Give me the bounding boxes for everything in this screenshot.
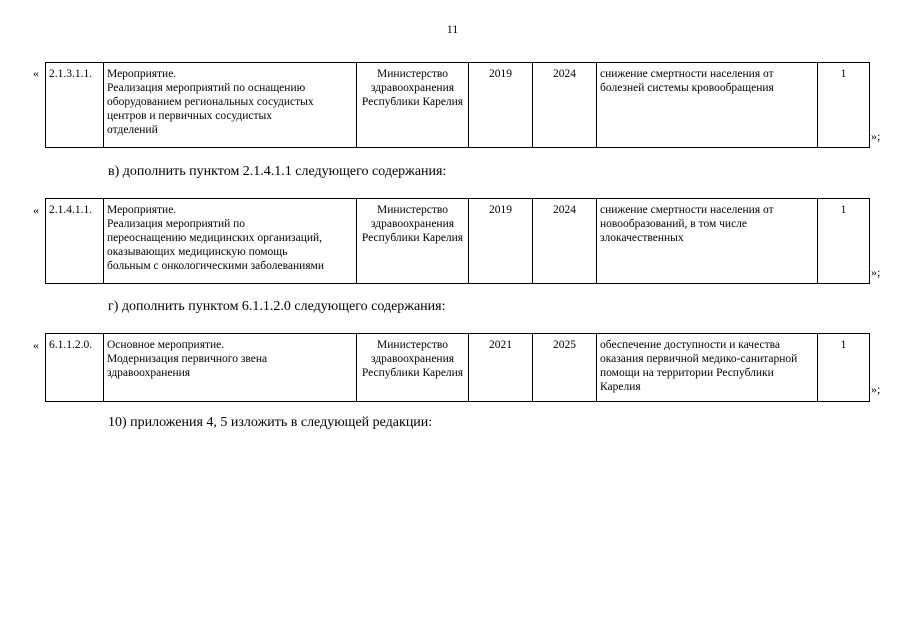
item-code: 2.1.4.1.1. <box>46 199 104 284</box>
item-result: снижение смертности населения от новообразований, в том числе злокачественных <box>597 199 818 284</box>
opening-quote: « <box>33 66 39 80</box>
item-result: обеспечение доступности и качества оказания первичной медико-санитарной помощи на территории Республики Карелия <box>597 334 818 402</box>
description-line: Мероприятие. <box>107 68 177 80</box>
description-line: оказывающих медицинскую помощь <box>107 246 288 258</box>
description-line: переоснащению медицинских организаций, <box>107 232 323 244</box>
item-year-start: 2019 <box>469 199 533 284</box>
paragraph-10: 10) приложения 4, 5 изложить в следующей редакции: <box>108 415 433 430</box>
description-line: Мероприятие. <box>107 204 177 216</box>
item-executor: Министерство здравоохранения Республики Карелия <box>357 334 469 402</box>
description-line: Реализация мероприятий по оснащению <box>107 82 306 94</box>
item-description <box>104 63 357 148</box>
description-line: Реализация мероприятий по <box>107 218 246 230</box>
item-number: 1 <box>818 334 870 402</box>
item-year-end: 2024 <box>533 199 597 284</box>
description-line: здравоохранения <box>107 367 191 379</box>
description-line: больным с онкологическими заболеваниями <box>107 260 324 272</box>
item-year-end: 2025 <box>533 334 597 402</box>
item-year-end: 2024 <box>533 63 597 148</box>
paragraph-v: в) дополнить пунктом 2.1.4.1.1 следующего содержания: <box>108 164 447 179</box>
program-table-row-1 <box>45 62 870 148</box>
description-line: отделений <box>107 124 158 136</box>
item-code: 2.1.3.1.1. <box>46 63 104 148</box>
item-executor: Министерство здравоохранения Республики Карелия <box>357 199 469 284</box>
item-number: 1 <box>818 199 870 284</box>
item-description <box>104 199 357 284</box>
closing-quote: »; <box>871 129 881 143</box>
program-table-row-3 <box>45 333 870 402</box>
description-line: Основное мероприятие. <box>107 339 225 351</box>
closing-quote: »; <box>871 265 881 279</box>
description-line: оборудованием региональных сосудистых <box>107 96 314 108</box>
page-number: 11 <box>446 22 459 36</box>
item-code: 6.1.1.2.0. <box>46 334 104 402</box>
item-year-start: 2021 <box>469 334 533 402</box>
item-year-start: 2019 <box>469 63 533 148</box>
opening-quote: « <box>33 338 39 352</box>
closing-quote: »; <box>871 382 881 396</box>
item-number: 1 <box>818 63 870 148</box>
description-line: центров и первичных сосудистых <box>107 110 273 122</box>
paragraph-g: г) дополнить пунктом 6.1.1.2.0 следующего содержания: <box>108 299 446 314</box>
description-line: Модернизация первичного звена <box>107 353 268 365</box>
item-description <box>104 334 357 402</box>
program-table-row-2 <box>45 198 870 284</box>
item-result: снижение смертности населения от болезней системы кровообращения <box>597 63 818 148</box>
item-executor: Министерство здравоохранения Республики Карелия <box>357 63 469 148</box>
opening-quote: « <box>33 203 39 217</box>
